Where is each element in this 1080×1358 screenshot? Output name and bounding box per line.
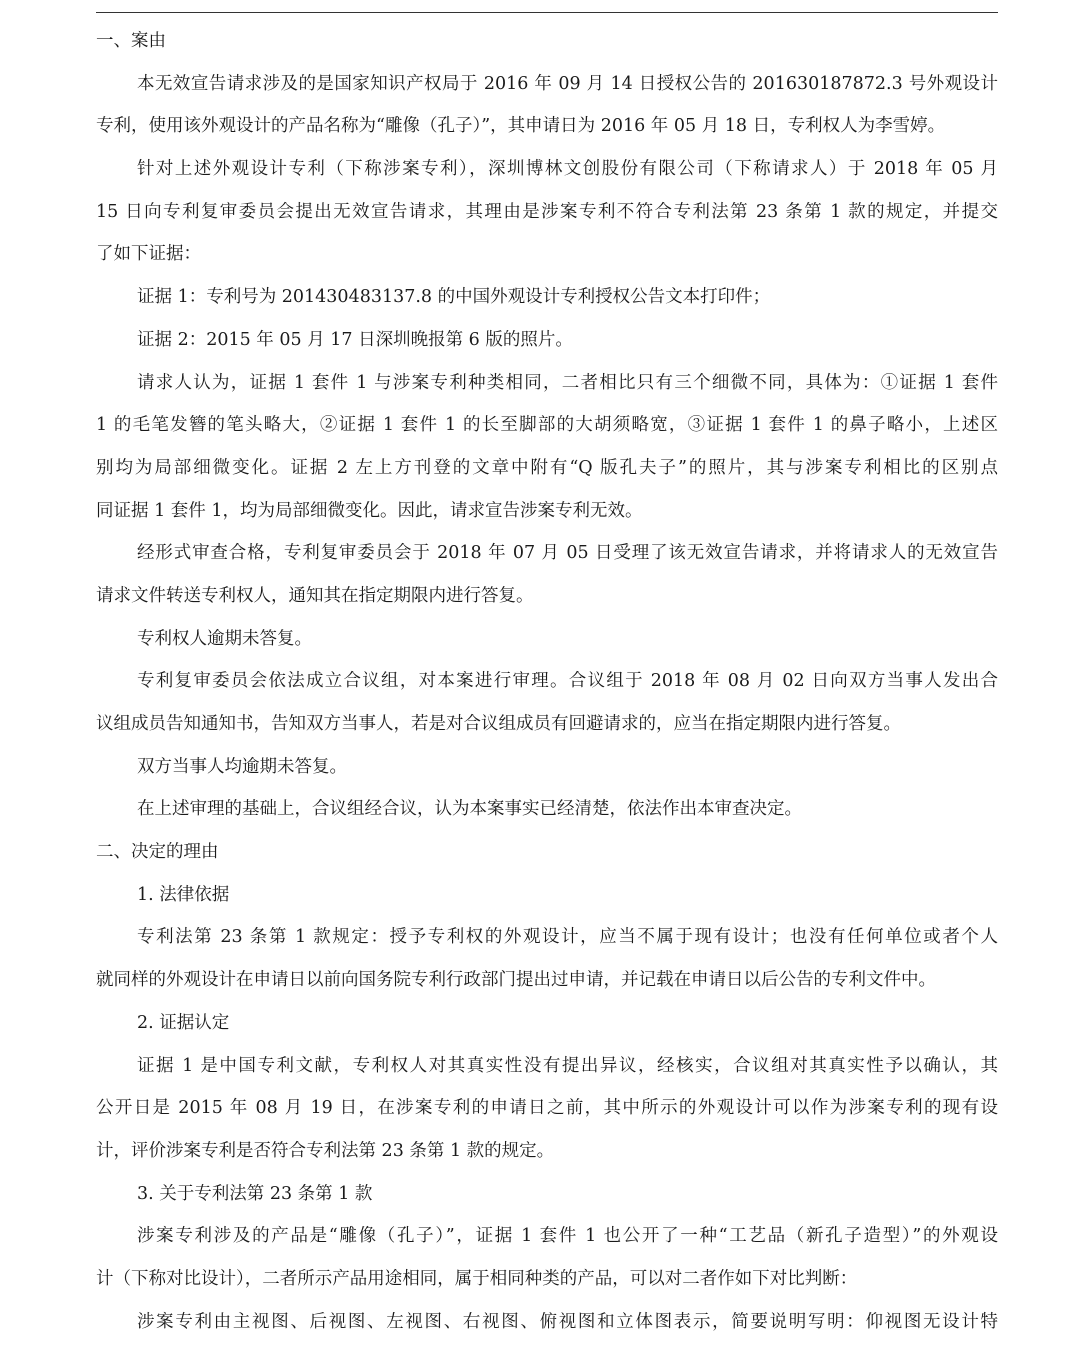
paragraph-line: 了如下证据： [96,244,201,265]
section-heading-case: 一、案由 [96,31,166,51]
paragraph-line: 别均为局部细微变化。证据 2 左上方刊登的文章中附有“Q 版孔夫子”的照片，其与涉案专利相比的区别点 [96,457,998,478]
paragraph-line: 专利，使用该外观设计的产品名称为“雕像（孔子）”，其申请日为 2016 年 05 月 18 日，专利权人为李雪婷。 [96,116,946,137]
evidence-item: 证据 2：2015 年 05 月 17 日深圳晚报第 6 版的照片。 [137,329,573,350]
paragraph-line: 议组成员告知通知书，告知双方当事人，若是对合议组成员有回避请求的，应当在指定期限内进行答复。 [96,714,901,734]
paragraph-line: 公开日是 2015 年 08 月 19 日，在涉案专利的申请日之前，其中所示的外观设计可以作为涉案专利的现有设 [96,1098,998,1119]
document-body [96,20,998,1343]
paragraph-line: 15 日向专利复审委员会提出无效宣告请求，其理由是涉案专利不符合专利法第 23 条第 1 款的规定，并提交 [96,201,998,222]
evidence-item: 证据 1：专利号为 201430483137.8 的中国外观设计专利授权公告文本打印件； [137,287,771,308]
paragraph-line: 证据 1 是中国专利文献，专利权人对其真实性没有提出异议，经核实，合议组对其真实性予以确认，其 [137,1055,998,1076]
paragraph-line: 经形式审查合格，专利复审委员会于 2018 年 07 月 05 日受理了该无效宣告请求，并将请求人的无效宣告 [137,543,998,564]
section-heading-reasons: 二、决定的理由 [96,842,219,863]
paragraph-line: 计，评价涉案专利是否符合专利法第 23 条第 1 款的规定。 [96,1140,555,1161]
paragraph-line: 就同样的外观设计在申请日以前向国务院专利行政部门提出过申请，并记载在申请日以后公告的专利文件中。 [96,970,936,991]
subsection-heading-article-23: 3. 关于专利法第 23 条第 1 款 [137,1183,373,1204]
header-rule [96,12,998,13]
paragraph-line: 专利权人逾期未答复。 [137,628,312,649]
paragraph-line: 计（下称对比设计），二者所示产品用途相同，属于相同种类的产品，可以对二者作如下对比判断： [96,1268,858,1289]
paragraph-line: 针对上述外观设计专利（下称涉案专利），深圳博林文创股份有限公司（下称请求人）于 2018 年 05 月 [137,159,998,180]
paragraph-line: 专利法第 23 条第 1 款规定：授予专利权的外观设计，应当不属于现有设计；也没有任何单位或者个人 [137,927,998,948]
subsection-heading-legal-basis: 1. 法律依据 [137,884,230,905]
paragraph-line: 请求人认为，证据 1 套件 1 与涉案专利种类相同，二者相比只有三个细微不同，具体为：①证据 1 套件 [137,372,998,393]
paragraph-line: 同证据 1 套件 1，均为局部细微变化。因此，请求宣告涉案专利无效。 [96,500,643,521]
paragraph-line: 涉案专利涉及的产品是“雕像（孔子）”，证据 1 套件 1 也公开了一种“工艺品（新孔子造型）”的外观设 [137,1226,998,1247]
paragraph-line: 专利复审委员会依法成立合议组，对本案进行审理。合议组于 2018 年 08 月 02 日向双方当事人发出合 [137,671,998,692]
paragraph-line: 1 的毛笔发簪的笔头略大，②证据 1 套件 1 的长至脚部的大胡须略宽，③证据 1 套件 1 的鼻子略小，上述区 [96,415,998,436]
paragraph-line: 在上述审理的基础上，合议组经合议，认为本案事实已经清楚，依法作出本审查决定。 [137,799,802,820]
subsection-heading-evidence: 2. 证据认定 [137,1012,230,1033]
paragraph-line: 涉案专利由主视图、后视图、左视图、右视图、俯视图和立体图表示，简要说明写明：仰视图无设计特 [137,1311,998,1332]
paragraph-line: 本无效宣告请求涉及的是国家知识产权局于 2016 年 09 月 14 日授权公告的 201630187872.3 号外观设计 [137,73,998,94]
paragraph-line: 请求文件转送专利权人，通知其在指定期限内进行答复。 [96,585,534,606]
paragraph-line: 双方当事人均逾期未答复。 [137,756,347,777]
